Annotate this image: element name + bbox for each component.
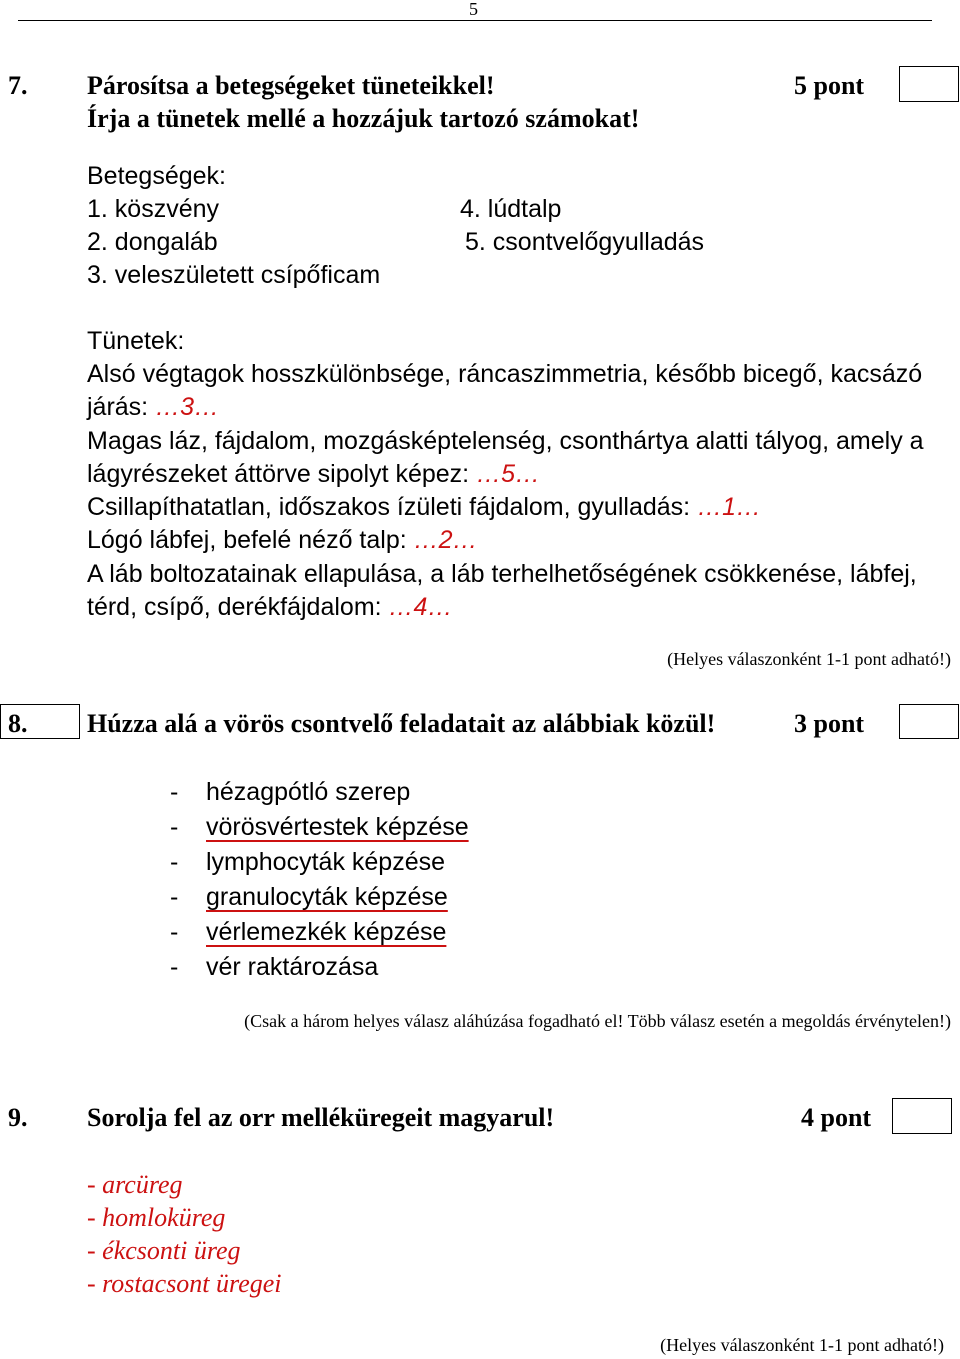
- dash: -: [170, 778, 179, 806]
- symptom-answer[interactable]: …1…: [697, 493, 761, 521]
- page-number: 5: [469, 0, 478, 19]
- q9-answer[interactable]: - homloküreg: [87, 1203, 226, 1232]
- symptom-text: [87, 495, 761, 520]
- symptom-answer[interactable]: …3…: [155, 393, 219, 421]
- symptom-text: [87, 595, 452, 620]
- symptom-text-cont: járás:: [87, 393, 149, 421]
- q7-diseases-heading: Betegségek:: [87, 162, 226, 190]
- symptom-text-cont: Csillapíthatatlan, időszakos ízületi fájdalom, gyulladás:: [87, 493, 691, 521]
- q7-symptoms-heading: Tünetek:: [87, 327, 185, 355]
- q8-score-box[interactable]: [899, 704, 959, 739]
- q9-note: (Helyes válaszonként 1-1 pont adható!): [660, 1335, 944, 1355]
- symptom-text-cont: lágyrészeket áttörve sipolyt képez:: [87, 460, 470, 488]
- dash: -: [170, 848, 179, 876]
- q8-option[interactable]: [170, 780, 410, 805]
- symptom-text: Magas láz, fájdalom, mozgásképtelenség, csonthártya alatti tályog, amely a: [87, 427, 924, 455]
- q8-title: Húzza alá a vörös csontvelő feladatait az alábbiak közül!: [87, 709, 716, 738]
- q8-option-text: lymphocyták képzése: [206, 848, 446, 876]
- disease-item: 3. veleszületett csípőficam: [87, 261, 381, 289]
- symptom-text: [87, 395, 219, 420]
- disease-item: 1. köszvény: [87, 195, 220, 223]
- symptom-text: Alsó végtagok hosszkülönbsége, ráncaszimmetria, később bicegő, kacsázó: [87, 360, 923, 388]
- q8-option-text-underlined: vörösvértestek képzése: [206, 813, 469, 841]
- symptom-answer[interactable]: …2…: [413, 526, 478, 554]
- q8-option[interactable]: [170, 920, 446, 945]
- q8-points: 3 pont: [794, 709, 865, 738]
- q7-points: 5 pont: [794, 71, 865, 100]
- q8-option-text: vér raktározása: [206, 953, 379, 981]
- dash: -: [170, 813, 179, 841]
- q7-score-box[interactable]: [899, 66, 959, 102]
- q9-points: 4 pont: [801, 1103, 872, 1132]
- symptom-text-cont: térd, csípő, derékfájdalom:: [87, 593, 382, 621]
- symptom-text: [87, 528, 478, 553]
- q8-option[interactable]: [170, 815, 469, 840]
- q8-option-text-underlined: granulocyták képzése: [206, 883, 448, 911]
- q8-note: (Csak a három helyes válasz aláhúzása fogadható el! Több válasz esetén a megoldás érvénytelen!): [244, 1011, 951, 1031]
- q9-score-box[interactable]: [892, 1098, 952, 1134]
- symptom-text: A láb boltozatainak ellapulása, a láb terhelhetőségének csökkenése, lábfej,: [87, 560, 917, 588]
- dash: -: [170, 918, 179, 946]
- header-rule: [18, 20, 932, 21]
- symptom-answer[interactable]: …4…: [388, 593, 453, 621]
- q9-answer[interactable]: - rostacsont üregei: [87, 1269, 282, 1298]
- q7-instruction: Írja a tünetek mellé a hozzájuk tartozó számokat!: [87, 104, 640, 133]
- q8-option[interactable]: [170, 850, 445, 875]
- q9-answer[interactable]: - ékcsonti üreg: [87, 1236, 241, 1265]
- q9-title: Sorolja fel az orr melléküregeit magyarul!: [87, 1103, 555, 1132]
- q7-title: Párosítsa a betegségeket tüneteikkel!: [87, 71, 495, 100]
- q7-number: 7.: [8, 71, 28, 100]
- disease-item: 5. csontvelőgyulladás: [465, 228, 705, 256]
- disease-item: 4. lúdtalp: [460, 195, 562, 223]
- q8-option[interactable]: [170, 885, 448, 910]
- symptom-text-cont: Lógó lábfej, befelé néző talp:: [87, 526, 407, 554]
- q8-option-text: hézagpótló szerep: [206, 778, 411, 806]
- q8-option-text-underlined: vérlemezkék képzése: [206, 918, 447, 946]
- q8-number: 8.: [8, 709, 28, 738]
- dash: -: [170, 953, 179, 981]
- symptom-text: [87, 462, 540, 487]
- q7-note: (Helyes válaszonként 1-1 pont adható!): [667, 649, 951, 669]
- disease-item: 2. dongaláb: [87, 228, 218, 256]
- symptom-answer[interactable]: …5…: [476, 460, 540, 488]
- q8-option[interactable]: [170, 955, 378, 980]
- q9-answer[interactable]: - arcüreg: [87, 1170, 183, 1199]
- q9-number: 9.: [8, 1103, 28, 1132]
- dash: -: [170, 883, 179, 911]
